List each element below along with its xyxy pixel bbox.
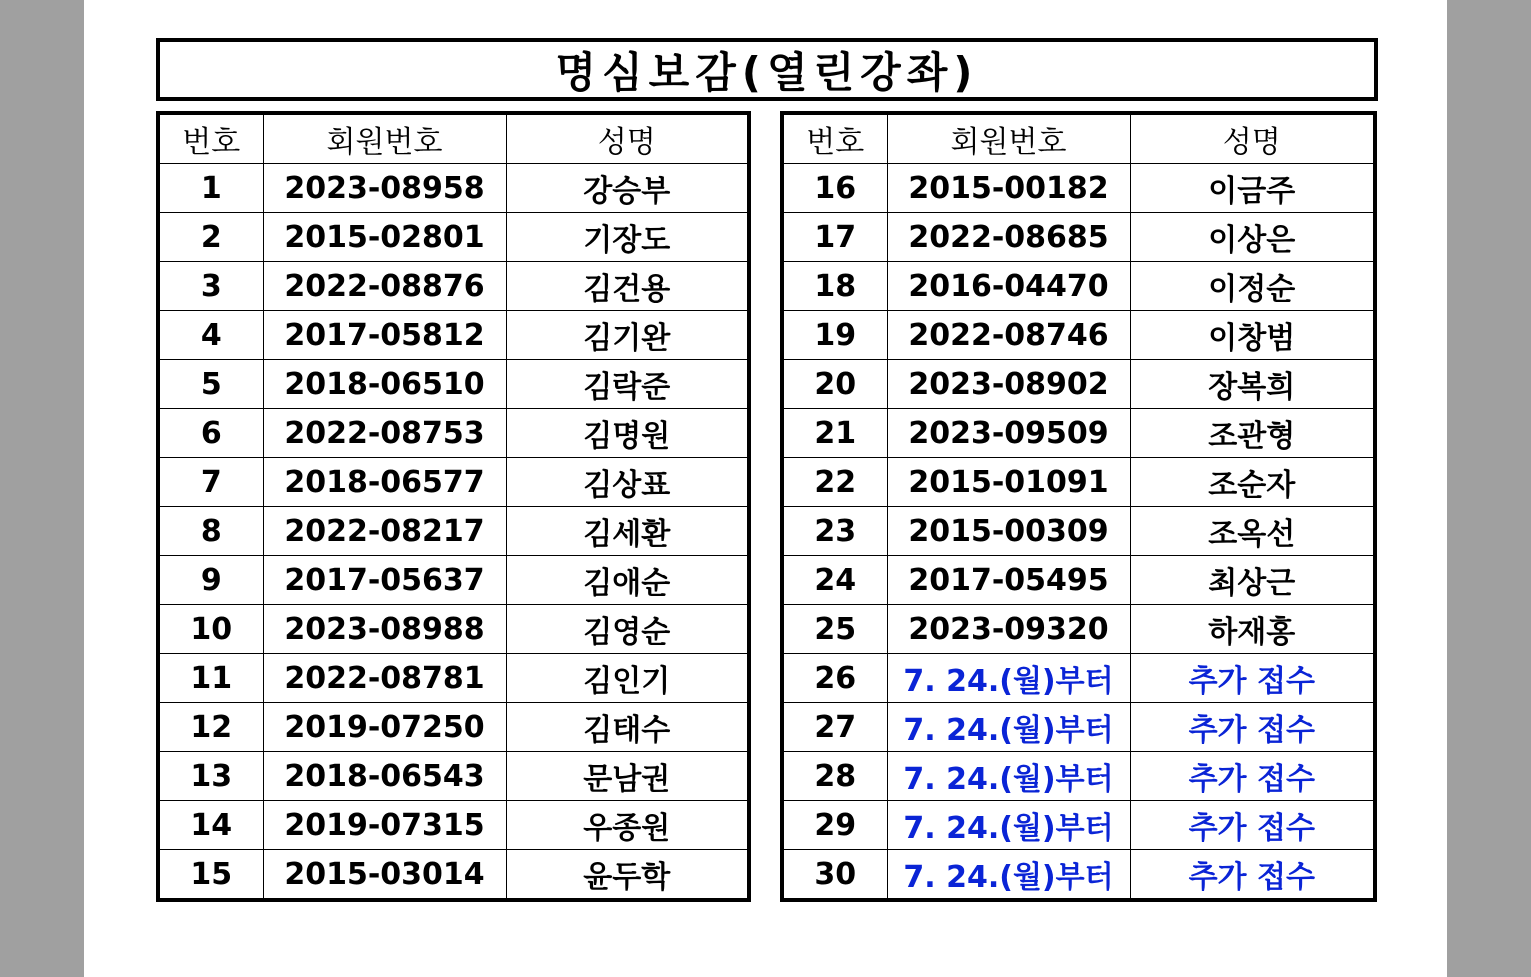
table-row: [782, 409, 1375, 458]
header-member-id: 회원번호: [263, 113, 506, 164]
member-name-cell: 추가 접수: [1130, 752, 1375, 801]
member-name-cell: 추가 접수: [1130, 654, 1375, 703]
member-id-cell: 2015-00182: [887, 164, 1130, 213]
member-id-cell: 2015-02801: [263, 213, 506, 262]
header-row: [782, 113, 1375, 164]
member-name-cell: 김영순: [506, 605, 749, 654]
member-name-cell: 장복희: [1130, 360, 1375, 409]
roster-table-right: [780, 111, 1377, 902]
member-id-cell: 2023-08988: [263, 605, 506, 654]
member-id-cell: 2023-08902: [887, 360, 1130, 409]
row-number: 17: [782, 213, 887, 262]
document-page: [84, 0, 1447, 977]
roster-table-left: [156, 111, 751, 902]
row-number: 12: [158, 703, 263, 752]
member-id-cell: 2022-08217: [263, 507, 506, 556]
member-id-cell: 2022-08753: [263, 409, 506, 458]
member-name-cell: 김건용: [506, 262, 749, 311]
row-number: 14: [158, 801, 263, 850]
member-name-cell: 이정순: [1130, 262, 1375, 311]
row-number: 8: [158, 507, 263, 556]
member-id-cell: 2023-09320: [887, 605, 1130, 654]
header-row: [158, 113, 749, 164]
row-number: 19: [782, 311, 887, 360]
table-row: [782, 556, 1375, 605]
row-number: 18: [782, 262, 887, 311]
member-name-cell: 이상은: [1130, 213, 1375, 262]
header-member-id: 회원번호: [887, 113, 1130, 164]
table-row: [158, 262, 749, 311]
row-number: 13: [158, 752, 263, 801]
table-row: [158, 507, 749, 556]
row-number: 23: [782, 507, 887, 556]
table-row: [158, 409, 749, 458]
table-row: [782, 752, 1375, 801]
row-number: 6: [158, 409, 263, 458]
member-id-cell: 2019-07315: [263, 801, 506, 850]
member-id-cell: 7. 24.(월)부터: [887, 850, 1130, 901]
member-id-cell: 2023-09509: [887, 409, 1130, 458]
row-number: 5: [158, 360, 263, 409]
member-id-cell: 2018-06510: [263, 360, 506, 409]
member-name-cell: 김애순: [506, 556, 749, 605]
member-name-cell: 조옥선: [1130, 507, 1375, 556]
row-number: 9: [158, 556, 263, 605]
row-number: 30: [782, 850, 887, 901]
member-id-cell: 7. 24.(월)부터: [887, 654, 1130, 703]
table-row: [158, 605, 749, 654]
page-title: 명심보감(열린강좌): [555, 47, 979, 97]
row-number: 11: [158, 654, 263, 703]
member-id-cell: 2018-06543: [263, 752, 506, 801]
table-row: [782, 311, 1375, 360]
roster-body-left: [158, 164, 749, 901]
row-number: 1: [158, 164, 263, 213]
member-id-cell: 2019-07250: [263, 703, 506, 752]
member-name-cell: 추가 접수: [1130, 703, 1375, 752]
member-name-cell: 조순자: [1130, 458, 1375, 507]
table-row: [158, 213, 749, 262]
table-row: [782, 703, 1375, 752]
row-number: 29: [782, 801, 887, 850]
row-number: 10: [158, 605, 263, 654]
table-row: [158, 556, 749, 605]
table-row: [782, 458, 1375, 507]
member-name-cell: 김태수: [506, 703, 749, 752]
member-name-cell: 김기완: [506, 311, 749, 360]
row-number: 28: [782, 752, 887, 801]
row-number: 25: [782, 605, 887, 654]
member-id-cell: 7. 24.(월)부터: [887, 752, 1130, 801]
header-no: 번호: [158, 113, 263, 164]
row-number: 20: [782, 360, 887, 409]
table-row: [782, 262, 1375, 311]
member-name-cell: 조관형: [1130, 409, 1375, 458]
member-name-cell: 이창범: [1130, 311, 1375, 360]
member-id-cell: 7. 24.(월)부터: [887, 703, 1130, 752]
member-name-cell: 이금주: [1130, 164, 1375, 213]
member-name-cell: 문남권: [506, 752, 749, 801]
row-number: 4: [158, 311, 263, 360]
row-number: 3: [158, 262, 263, 311]
table-row: [782, 801, 1375, 850]
table-row: [158, 654, 749, 703]
member-id-cell: 2017-05812: [263, 311, 506, 360]
member-id-cell: 2022-08876: [263, 262, 506, 311]
roster-body-right: [782, 164, 1375, 901]
member-name-cell: 김세환: [506, 507, 749, 556]
table-row: [782, 850, 1375, 901]
row-number: 22: [782, 458, 887, 507]
member-id-cell: 2015-03014: [263, 850, 506, 901]
table-row: [158, 801, 749, 850]
member-id-cell: 2022-08685: [887, 213, 1130, 262]
member-name-cell: 김상표: [506, 458, 749, 507]
table-row: [782, 164, 1375, 213]
member-id-cell: 2023-08958: [263, 164, 506, 213]
row-number: 21: [782, 409, 887, 458]
row-number: 27: [782, 703, 887, 752]
member-id-cell: 7. 24.(월)부터: [887, 801, 1130, 850]
member-name-cell: 김명원: [506, 409, 749, 458]
table-row: [158, 850, 749, 901]
member-id-cell: 2022-08781: [263, 654, 506, 703]
row-number: 7: [158, 458, 263, 507]
member-name-cell: 하재홍: [1130, 605, 1375, 654]
table-row: [782, 654, 1375, 703]
row-number: 24: [782, 556, 887, 605]
table-row: [158, 752, 749, 801]
member-id-cell: 2016-04470: [887, 262, 1130, 311]
table-row: [158, 703, 749, 752]
table-row: [782, 213, 1375, 262]
header-no: 번호: [782, 113, 887, 164]
row-number: 16: [782, 164, 887, 213]
table-row: [782, 605, 1375, 654]
table-row: [158, 360, 749, 409]
table-row: [782, 507, 1375, 556]
member-id-cell: 2017-05495: [887, 556, 1130, 605]
member-id-cell: 2022-08746: [887, 311, 1130, 360]
member-id-cell: 2015-00309: [887, 507, 1130, 556]
row-number: 26: [782, 654, 887, 703]
member-name-cell: 윤두학: [506, 850, 749, 901]
member-name-cell: 최상근: [1130, 556, 1375, 605]
row-number: 15: [158, 850, 263, 901]
table-row: [782, 360, 1375, 409]
member-id-cell: 2015-01091: [887, 458, 1130, 507]
member-name-cell: 강승부: [506, 164, 749, 213]
header-name: 성명: [1130, 113, 1375, 164]
member-name-cell: 김인기: [506, 654, 749, 703]
row-number: 2: [158, 213, 263, 262]
header-name: 성명: [506, 113, 749, 164]
member-name-cell: 김락준: [506, 360, 749, 409]
member-name-cell: 추가 접수: [1130, 801, 1375, 850]
member-id-cell: 2018-06577: [263, 458, 506, 507]
table-row: [158, 164, 749, 213]
table-row: [158, 458, 749, 507]
table-row: [158, 311, 749, 360]
member-name-cell: 우종원: [506, 801, 749, 850]
member-name-cell: 추가 접수: [1130, 850, 1375, 901]
member-id-cell: 2017-05637: [263, 556, 506, 605]
member-name-cell: 기장도: [506, 213, 749, 262]
title-box: [156, 38, 1378, 101]
